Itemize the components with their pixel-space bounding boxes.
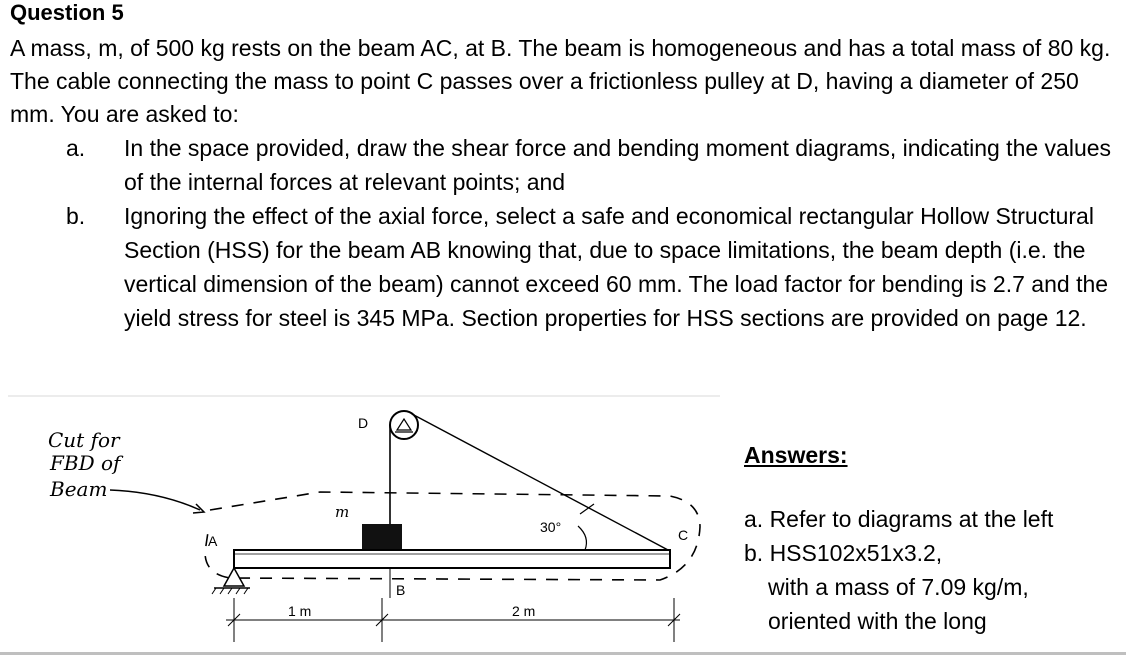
label-angle: 30°	[540, 519, 562, 535]
dim-label-1m: 1 m	[288, 603, 312, 619]
answer-line-2: b. HSS102x51x3.2,	[744, 540, 943, 566]
answers-heading: Answers:	[744, 442, 848, 468]
item-a-text: In the space provided, draw the shear force and bending moment diagrams, indicating the values of the internal forces at relevant points; and	[124, 135, 1112, 195]
note-arrowhead	[193, 504, 204, 513]
angle-arc	[578, 526, 586, 550]
note-arrow	[110, 490, 200, 510]
answer-line-4: oriented with the long	[768, 608, 987, 634]
label-point-a: A	[208, 533, 218, 549]
note-fbd-of: FBD of	[50, 451, 121, 475]
label-point-c: C	[678, 527, 689, 543]
label-point-d: D	[358, 415, 369, 431]
item-b-label: b.	[66, 203, 86, 229]
mass-block	[362, 524, 402, 550]
label-point-b: B	[396, 582, 406, 598]
question-intro: A mass, m, of 500 kg rests on the beam AC, at B. The beam is homogeneous and has a total mass of 80 kg. The cable connecting the mass to point C passes over a frictionless pulley at D, having a diameter of 250 mm. You are asked to:	[10, 35, 1111, 127]
item-a-label: a.	[66, 135, 86, 161]
item-b-text: Ignoring the effect of the axial force, select a safe and economical rectangular Hollow Structural Section (HSS) for the beam AB knowing that, due to space limitations, the beam depth (i.e. the vertical dimension of the beam) cannot exceed 60 mm. The load factor for bending is 2.7 and the yield stress for steel is 345 MPa. Section properties for HSS sections are provided on page 12.	[124, 203, 1109, 331]
note-beam: Beam	[50, 477, 108, 501]
answer-line-3: with a mass of 7.09 kg/m,	[768, 574, 1029, 600]
answer-line-1: a. Refer to diagrams at the left	[744, 506, 1054, 532]
beam-diagram	[0, 392, 740, 655]
label-mass: m	[335, 503, 350, 521]
beam-ac	[234, 550, 670, 568]
question-title: Question 5	[10, 0, 124, 25]
dim-label-2m: 2 m	[512, 603, 536, 619]
answers-panel	[744, 438, 1114, 638]
note-cut-for: Cut for	[48, 428, 120, 452]
